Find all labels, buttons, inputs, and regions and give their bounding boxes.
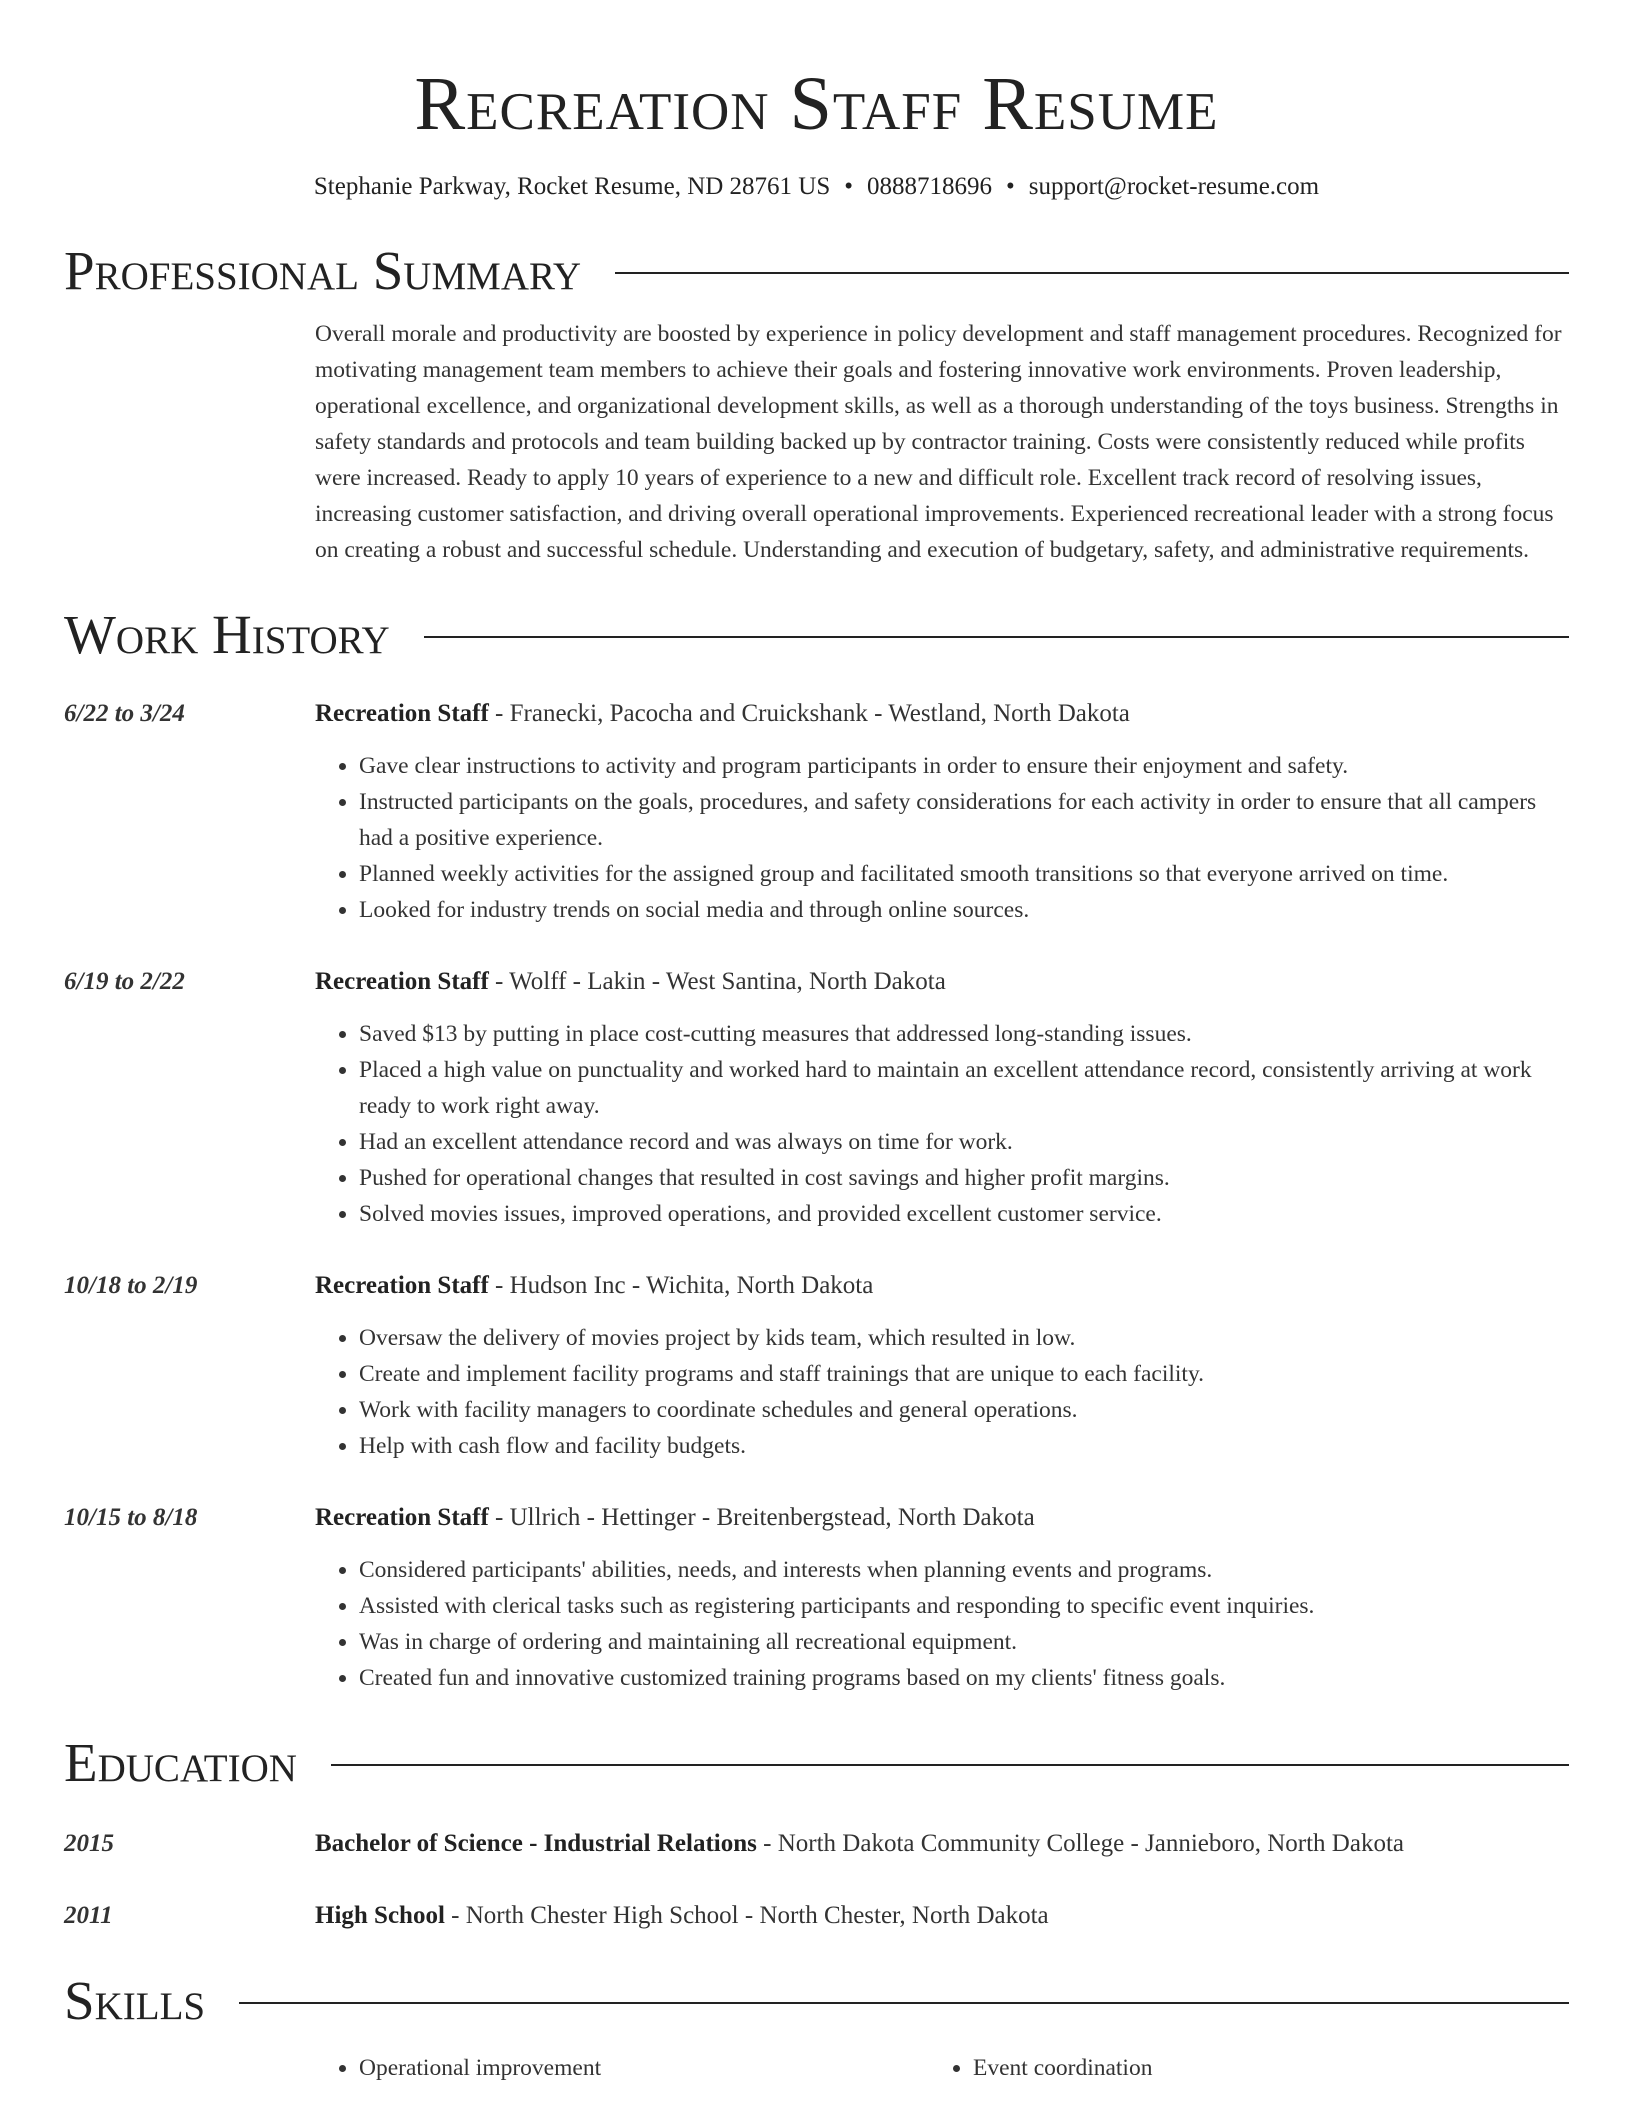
contact-line [64,170,1569,204]
list-item: • Create and implement facility programs and staff trainings that are unique to each facility. [359,1356,1569,1392]
job-title: Recreation Staff [315,700,489,727]
job-bullets [315,1552,1569,1696]
job-bullets [315,1016,1569,1232]
list-item: • Created fun and innovative customized training programs based on my clients' fitness goals. [359,1660,1569,1696]
job-title: Recreation Staff [315,1504,489,1531]
contact-separator: • [844,173,854,200]
section-divider [615,272,1569,274]
contact-separator: • [1006,173,1015,200]
contact-email[interactable]: support@rocket-resume.com [1028,173,1320,200]
job-headline [315,964,946,1000]
skill-item: • Event coordination [973,2050,1543,2086]
list-item: • Had an excellent attendance record and was always on time for work. [359,1124,1569,1160]
job-title: Recreation Staff [315,1272,489,1299]
summary-section-heading [64,238,1569,304]
education-headline [315,1826,1404,1862]
list-item: • Assisted with clerical tasks such as registering participants and responding to specific event inquiries. [359,1588,1569,1624]
list-item: • Solved movies issues, improved operations, and provided excellent customer service. [359,1196,1569,1232]
job-dates: 6/22 to 3/24 [64,700,185,727]
education-degree: Bachelor of Science - Industrial Relations [315,1830,757,1857]
list-item: • Considered participants' abilities, needs, and interests when planning events and programs. [359,1552,1569,1588]
education-headline [315,1898,1049,1934]
section-title: Work History [64,604,390,665]
section-title: Skills [64,1970,206,2031]
list-item: • Saved $13 by putting in place cost-cutting measures that addressed long-standing issues. [359,1016,1569,1052]
job-entry [64,1500,1569,1696]
list-item: • Pushed for operational changes that resulted in cost savings and higher profit margins. [359,1160,1569,1196]
section-title: Professional Summary [64,240,582,301]
job-entry [64,1268,1569,1464]
section-divider [331,1764,1569,1766]
list-item: • Was in charge of ordering and maintaining all recreational equipment. [359,1624,1569,1660]
job-entry [64,964,1569,1232]
job-details: - Ullrich - Hettinger - Breitenbergstead, North Dakota [488,1504,1035,1531]
education-entry [64,1898,1569,1934]
list-item: • Help with cash flow and facility budgets. [359,1428,1569,1464]
list-item: • Gave clear instructions to activity and program participants in order to ensure their enjoyment and safety. [359,748,1569,784]
list-item: • Planned weekly activities for the assigned group and facilitated smooth transitions so that everyone arrived on time. [359,856,1569,892]
job-title: Recreation Staff [315,968,489,995]
job-details: - Hudson Inc - Wichita, North Dakota [488,1272,874,1299]
work-section-heading [64,602,1569,668]
contact-phone: 0888718696 [867,173,993,200]
resume-title: Recreation Staff Resume [414,62,1219,146]
section-divider [424,636,1569,638]
education-degree: High School [315,1902,445,1929]
contact-address: Stephanie Parkway, Rocket Resume, ND 28761 US [313,173,831,200]
section-divider [239,2002,1569,2004]
skill-item: • Operational improvement [359,2050,929,2086]
job-headline [315,696,1130,732]
skills-column [929,2050,1543,2086]
job-entry [64,696,1569,928]
summary-text: Overall morale and productivity are boosted by experience in policy development and staff management procedures. Recognized for motivating management team members to achieve their goals and fostering innovative work environments. Proven leadership, operational excellence, and organizational development skills, as well as a thorough understanding of the toys business. Strengths in safety standards and protocols and team building backed up by contractor training. Costs were consistently reduced while profits were increased. Ready to apply 10 years of experience to a new and difficult role. Excellent track record of resolving issues, increasing customer satisfaction, and driving overall operational improvements. Experienced recreational leader with a strong focus on creating a robust and successful schedule. Understanding and execution of budgetary, safety, and administrative requirements. [315,321,1562,563]
job-dates: 6/19 to 2/22 [64,968,185,995]
education-details: - North Dakota Community College - Jannieboro, North Dakota [756,1830,1404,1857]
education-year: 2015 [64,1830,114,1857]
job-headline [315,1268,873,1304]
education-details: - North Chester High School - North Chester, North Dakota [444,1902,1049,1929]
job-headline [315,1500,1035,1536]
skills-section-heading [64,1968,1569,2034]
section-title: Education [64,1732,297,1793]
job-bullets [315,748,1569,928]
skills-list [315,2050,1569,2086]
education-year: 2011 [64,1902,113,1929]
list-item: • Instructed participants on the goals, procedures, and safety considerations for each activity in order to ensure that all campers had a positive experience. [359,784,1569,856]
education-entry [64,1826,1569,1862]
job-bullets [315,1320,1569,1464]
job-dates: 10/18 to 2/19 [64,1272,198,1299]
list-item: • Work with facility managers to coordinate schedules and general operations. [359,1392,1569,1428]
job-details: - Wolff - Lakin - West Santina, North Dakota [488,968,946,995]
job-dates: 10/15 to 8/18 [64,1504,198,1531]
list-item: • Oversaw the delivery of movies project by kids team, which resulted in low. [359,1320,1569,1356]
resume-page [64,0,1569,2086]
education-section-heading [64,1730,1569,1796]
skills-column [315,2050,929,2086]
list-item: • Placed a high value on punctuality and worked hard to maintain an excellent attendance record, consistently arriving at work ready to work right away. [359,1052,1569,1124]
list-item: • Looked for industry trends on social media and through online sources. [359,892,1569,928]
job-details: - Franecki, Pacocha and Cruickshank - Westland, North Dakota [488,700,1130,727]
